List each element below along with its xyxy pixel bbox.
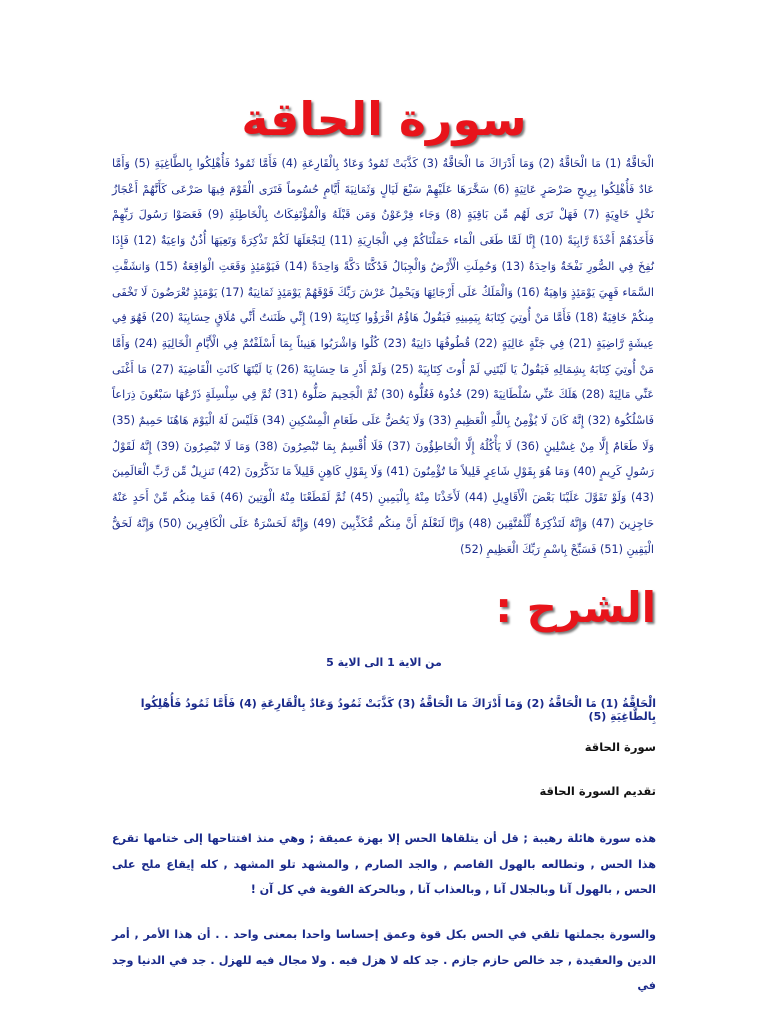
surah-title: سورة الحاقة: [241, 92, 527, 146]
surah-verses: الْحَاقَّةُ (1) مَا الْحَاقَّةُ (2) وَمَا أَدْرَاكَ مَا الْحَاقَّةُ (3) كَذَّبَتْ ثَمُودُ وَعَادٌ بِالْقَارِعَةِ (4) فَأَمَّا ثَمُودُ فَأُهْلِكُوا بِالطَّاغِيَةِ (5) وَأَمَّا عَادٌ فَأُهْلِكُوا بِرِيحٍ صَرْصَرٍ عَاتِيَةٍ (6) سَخَّرَهَا عَلَيْهِمْ سَبْعَ لَيَالٍ وَثَمَانِيَةَ أَيَّامٍ حُسُوماً فَتَرَى الْقَوْمَ فِيهَا صَرْعَى كَأَنَّهُمْ أَعْجَازُ نَخْلٍ خَاوِيَةٍ (7) فَهَلْ تَرَى لَهُم مِّن بَاقِيَةٍ (8) وَجَاء فِرْعَوْنُ وَمَن قَبْلَهُ وَالْمُؤْتَفِكَاتُ بِالْخَاطِئَةِ (9) فَعَصَوْا رَسُولَ رَبِّهِمْ فَأَخَذَهُمْ أَخْذَةً رَّابِيَةً (10) إِنَّا لَمَّا طَغَى الْمَاء حَمَلْنَاكُمْ فِي الْجَارِيَةِ (11) لِنَجْعَلَهَا لَكُمْ تَذْكِرَةً وَتَعِيَهَا أُذُنٌ وَاعِيَةٌ (12) فَإِذَا نُفِخَ فِي الصُّورِ نَفْخَةٌ وَاحِدَةٌ (13) وَحُمِلَتِ الْأَرْضُ وَالْجِبَالُ فَدُكَّتَا دَكَّةً وَاحِدَةً (14) فَيَوْمَئِذٍ وَقَعَتِ الْوَاقِعَةُ (15) وَانشَقَّتِ السَّمَاء فَهِيَ يَوْمَئِذٍ وَاهِيَةٌ (16) وَالْمَلَكُ عَلَى أَرْجَائِهَا وَيَحْمِلُ عَرْشَ رَبِّكَ فَوْقَهُمْ يَوْمَئِذٍ ثَمَانِيَةٌ (17) يَوْمَئِذٍ تُعْرَضُونَ لَا تَخْفَى مِنكُمْ خَافِيَةٌ (18) فَأَمَّا مَنْ أُوتِيَ كِتَابَهُ بِيَمِينِهِ فَيَقُولُ هَاؤُمُ اقْرَؤُوا كِتَابِيَهْ (19) إِنِّي ظَنَنتُ أَنِّي مُلَاقٍ حِسَابِيَهْ (20) فَهُوَ فِي عِيشَةٍ رَّاضِيَةٍ (21) فِي جَنَّةٍ عَالِيَةٍ (22) قُطُوفُهَا دَانِيَةٌ (23) كُلُوا وَاشْرَبُوا هَنِيئاً بِمَا أَسْلَفْتُمْ فِي الْأَيَّامِ الْخَالِيَةِ (24) وَأَمَّا مَنْ أُوتِيَ كِتَابَهُ بِشِمَالِهِ فَيَقُولُ يَا لَيْتَنِي لَمْ أُوتَ كِتَابِيَهْ (25) وَلَمْ أَدْرِ مَا حِسَابِيَهْ (26) يَا لَيْتَهَا كَانَتِ الْقَاضِيَةَ (27) مَا أَغْنَى عَنِّي مَالِيَهْ (28) هَلَكَ عَنِّي سُلْطَانِيَهْ (29) خُذُوهُ فَغُلُّوهُ (30) ثُمَّ الْجَحِيمَ صَلُّوهُ (31) ثُمَّ فِي سِلْسِلَةٍ ذَرْعُهَا سَبْعُونَ ذِرَاعاً فَاسْلُكُوهُ (32) إِنَّهُ كَانَ لَا يُؤْمِنُ بِاللَّهِ الْعَظِيمِ (33) وَلَا يَحُضُّ عَلَى طَعَامِ الْمِسْكِينِ (34) فَلَيْسَ لَهُ الْيَوْمَ هَاهُنَا حَمِيمٌ (35) وَلَا طَعَامٌ إِلَّا مِنْ غِسْلِينٍ (36) لَا يَأْكُلُهُ إِلَّا الْخَاطِؤُونَ (37) فَلَا أُقْسِمُ بِمَا تُبْصِرُونَ (38) وَمَا لَا تُبْصِرُونَ (39) إِنَّهُ لَقَوْلُ رَسُولٍ كَرِيمٍ (40) وَمَا هُوَ بِقَوْلِ شَاعِرٍ قَلِيلاً مَا تُؤْمِنُونَ (41) وَلَا بِقَوْلِ كَاهِنٍ قَلِيلاً مَا تَذَكَّرُونَ (42) تَنزِيلٌ مِّن رَّبِّ الْعَالَمِينَ (43) وَلَوْ تَقَوَّلَ عَلَيْنَا بَعْضَ الْأَقَاوِيلِ (44) لَأَخَذْنَا مِنْهُ بِالْيَمِينِ (45) ثُمَّ لَقَطَعْنَا مِنْهُ الْوَتِينَ (46) فَمَا مِنكُم مِّنْ أَحَدٍ عَنْهُ حَاجِزِينَ (47) وَإِنَّهُ لَتَذْكِرَةٌ لِّلْمُتَّقِينَ (48) وَإِنَّا لَنَعْلَمُ أَنَّ مِنكُم مُّكَذِّبِينَ (49) وَإِنَّهُ لَحَسْرَةٌ عَلَى الْكَافِرِينَ (50) وَإِنَّهُ لَحَقُّ الْيَقِينِ (51) فَسَبِّحْ بِاسْمِ رَبِّكَ الْعَظِيمِ (52): [112, 157, 655, 556]
surah-name-heading: سورة الحاقة: [584, 740, 656, 754]
commentary-paragraph-2: والسورة بجملتها تلقي في الحس بكل قوة وعمق إحساسا واحدا بمعنى واحد . . أن هذا الأمر , أمر الدين والعقيدة , جد خالص حازم جازم . جد كله لا هزل فيه . ولا مجال فيه للهزل . جد في الدنيا وجد في: [112, 928, 656, 992]
quoted-verses: الْحَاقَّةُ (1) مَا الْحَاقَّةُ (2) وَمَا أَدْرَاكَ مَا الْحَاقَّةُ (3) كَذَّبَتْ ثَمُودُ وَعَادٌ بِالْقَارِعَةِ (4) فَأَمَّا ثَمُودُ فَأُهْلِكُوا بِالطَّاغِيَةِ (5): [140, 697, 656, 723]
verse-range-heading: من الاية 1 الى الاية 5: [326, 656, 442, 669]
sharh-title: الشرح :: [495, 583, 656, 632]
commentary-paragraph-1: هذه سورة هائلة رهيبة ; قل أن يتلقاها الحس إلا بهزة عميقة ; وهي منذ افتتاحها إلى ختامها تقرع هذا الحس , وتطالعه بالهول القاصم , والجد الصارم , والمشهد تلو المشهد , كله إيقاع ملح على الحس , بالهول آنا وبالجلال آنا , وبالعذاب آنا , وبالحركة القوية في كل آن !: [112, 832, 656, 896]
intro-heading: تقديم السورة الحاقة: [539, 784, 656, 798]
